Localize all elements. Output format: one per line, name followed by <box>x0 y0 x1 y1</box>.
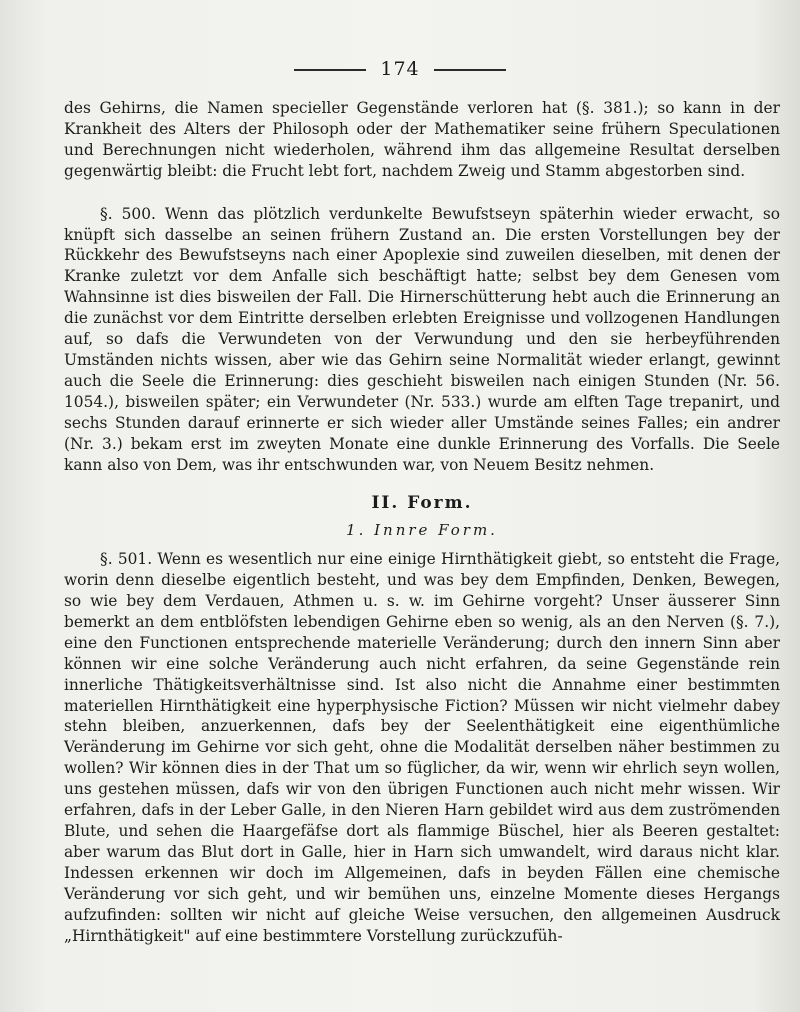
paragraph-501: §. 501. Wenn es wesentlich nur eine einige Hirnthätigkeit giebt, so entsteht die Frage, worin denn dieselbe eigentlich besteht, und was bey dem Empfinden, Denken, Bewegen, so wie bey dem Verdauen, Athmen u. s. w. im Gehirne vorgeht? Unser äusserer Sinn bemerkt an dem entblöfsten lebendigen Gehirne eben so wenig, als an den Nerven (§. 7.), eine den Functionen entsprechende materielle Veränderung; durch den innern Sinn aber können wir eine solche Veränderung auch nicht erfahren, da seine Gegenstände rein innerliche Thätigkeitsverhältnisse sind. Ist also nicht die Annahme einer bestimmten materiellen Hirnthätigkeit eine hyperphysische Fiction? Müssen wir nicht vielmehr dabey stehn bleiben, anzuerkennen, dafs bey der Seelenthätigkeit eine eigenthümliche Veränderung im Gehirne vor sich geht, ohne die Modalität derselben näher bestimmen zu wollen? Wir können dies in der That um so füglicher, da wir, wenn wir ehrlich seyn wollen, uns gestehen müssen, dafs wir von den übrigen Functionen auch nicht mehr wissen. Wir erfahren, dafs in der Leber Galle, in den Nieren Harn gebildet wird aus dem zuströmenden Blute, und sehen die Haargefäfse dort als flammige Büschel, hier als Beeren gestaltet: aber warum das Blut dort in Galle, hier in Harn sich umwandelt, wird daraus nicht klar. Indessen erkennen wir doch im Allgemeinen, dafs in beyden Fällen eine chemische Veränderung vor sich geht, und wir bemühen uns, einzelne Momente dieses Hergangs aufzufinden: sollten wir nicht auf gleiche Weise versuchen, den allgemeinen Ausdruck „Hirnthätigkeit" auf eine bestimmtere Vorstellung zurückzufüh- <box>64 550 780 945</box>
header-rule-left <box>294 69 366 71</box>
page-header <box>0 58 800 80</box>
subsection-heading: 1. Innre Form. <box>346 521 498 540</box>
section-heading: II. Form. <box>371 493 473 514</box>
page-number: 174 <box>380 58 420 80</box>
body-text <box>64 98 780 946</box>
paragraph-continuation: des Gehirns, die Namen specieller Gegenstände verloren hat (§. 381.); so kann in der Krankheit des Alters der Philosoph oder der Mathematiker seine frühern Speculationen und Berechnungen nicht wiederholen, während ihm das allgemeine Resultat derselben gegenwärtig bleibt: die Frucht lebt fort, nachdem Zweig und Stamm abgestorben sind. <box>64 99 780 180</box>
header-rule-right <box>434 69 506 71</box>
paragraph-500: §. 500. Wenn das plötzlich verdunkelte Bewufstseyn späterhin wieder erwacht, so knüpft sich dasselbe an seinen frühern Zustand an. Die ersten Vorstellungen bey der Rückkehr des Bewufstseyns nach einer Apoplexie sind zuweilen dieselben, mit denen der Kranke zuletzt vor dem Anfalle sich beschäftigt hatte; selbst bey dem Genesen vom Wahnsinne ist dies bisweilen der Fall. Die Hirnerschütterung hebt auch die Erinnerung an die zunächst vor dem Eintritte derselben erlebten Ereignisse und vollzogenen Handlungen auf, so dafs die Verwundeten von der Verwundung und den sie herbeyführenden Umständen nichts wissen, aber wie das Gehirn seine Normalität wieder erlangt, gewinnt auch die Seele die Erinnerung: dies geschieht bisweilen nach einigen Stunden (Nr. 56. 1054.), bisweilen später; ein Verwundeter (Nr. 533.) wurde am elften Tage trepanirt, und sechs Stunden darauf erinnerte er sich wieder aller Umstände seines Falles; ein andrer (Nr. 3.) bekam erst im zweyten Monate eine dunkle Erinnerung des Vorfalls. Die Seele kann also von Dem, was ihr entschwunden war, von Neuem Besitz nehmen. <box>64 204 780 474</box>
